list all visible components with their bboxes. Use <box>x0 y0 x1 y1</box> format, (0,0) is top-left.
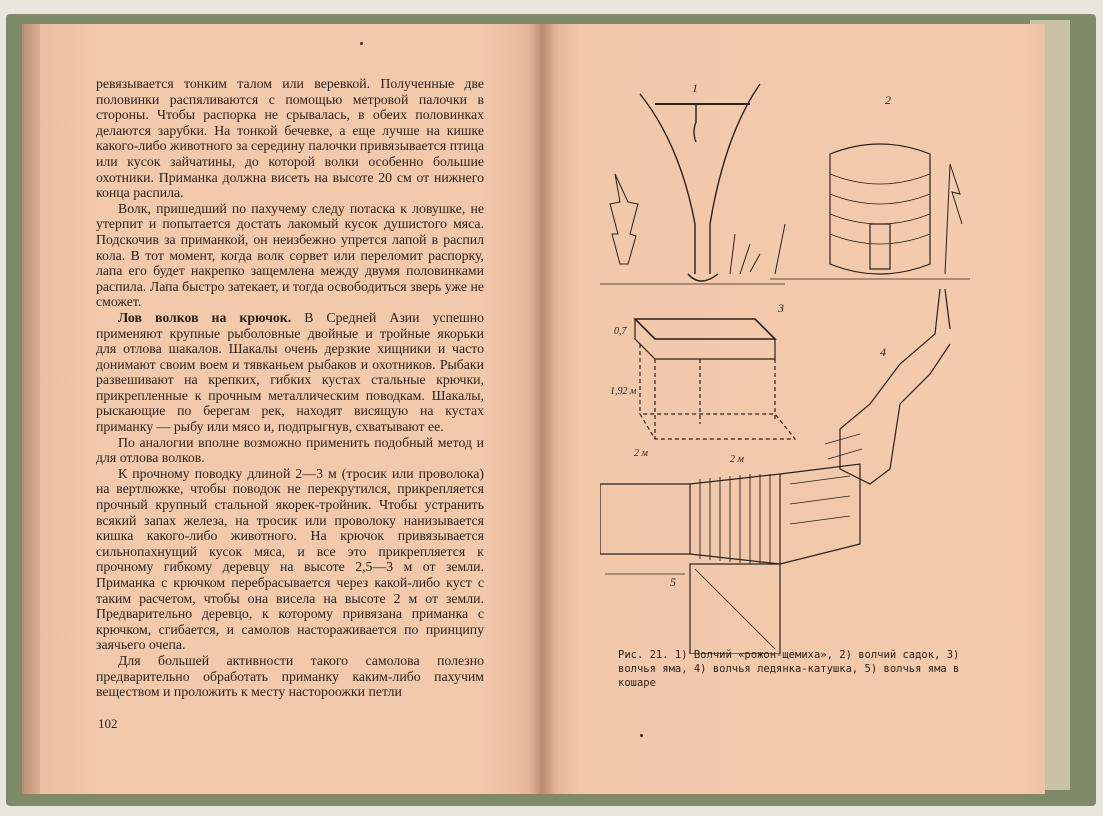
paragraph-text: В Средней Азии успешно применяют крупные рыболовные двойные и тройные якорьки для отлова шакалов. Шакалы очень дерзкие хищники и часто донимают своим воем и тявканьем рыбаков и охотников. Рыбаки развешивают на крепких, гибких кустах стальные крючки, прикрепленные к прочным металлическим поводкам. Шакалы, рыскающие по берегам рек, находят висящую на кустах приманку — рыбу или мясо и, подпрыгнув, схватывают ее. <box>96 309 485 435</box>
paper-speck <box>640 734 643 737</box>
dimension-label: 2 м <box>730 454 744 465</box>
panel-1-rozhon <box>600 84 785 284</box>
panel-label-2: 2 <box>885 93 891 107</box>
panel-label-4: 4 <box>880 345 886 359</box>
paper-speck <box>360 42 363 45</box>
dimension-label: 1,92 м <box>610 386 637 397</box>
paragraph: К прочному поводку длиной 2—3 м (тросик или проволока) на вертлюжке, чтобы поводок не перекрутился, прикрепляется прочный крупный стальной якорек-тройник. Чтобы устранить всякий запах железа, на тросик или проволоку нанизывается кишка какого-либо животного. На крючок привязывается сильнопахнущий кусок мяса, и все это прикрепляется к прочному гибкому деревцу на высоте 2,5—3 м от земли. Приманка с крючком перебрасывается через какой-либо куст с таким расчетом, чтобы она висела на высоте 2 м от земли. Предварительно деревцо, к которому привязана приманка с крючком, сгибается, и самолов настораживается по принципу заячьего очепа. <box>96 465 484 653</box>
panel-5-koshara-pit <box>600 464 860 654</box>
panel-3-wolf-pit <box>635 319 795 439</box>
section-heading: Лов волков на крючок. <box>118 309 292 325</box>
left-page <box>40 24 540 794</box>
paragraph: По аналогии вполне возможно применить подобный метод и для отлова волков. <box>96 434 484 466</box>
page-number: 102 <box>98 716 118 731</box>
paragraph: Для большей активности такого самолова полезно предварительно обработать приманку каким-либо пахучим веществом и проложить к месту настороожки петли <box>96 652 484 700</box>
paragraph: Волк, пришедший по пахучему следу потаска к ловушке, не утерпит и попытается достать лакомый кусок душистого мяса. Подскочив за приманкой, он неизбежно упрется лапой в распил кола. В тот момент, когда волк сорвет или переломит распорку, лапа его будет накрепко защемлена между двумя половинками распила. Лапа быстро затекает, и тогда освободиться зверь уже не сможет. <box>96 200 484 310</box>
figure-caption: Рис. 21. 1) Волчий «рожон-щемиха», 2) волчий садок, 3) волчья яма, 4) волчья ледянка-катушка, 5) волчья яма в кошаре <box>618 649 960 689</box>
panel-label-5: 5 <box>670 575 676 589</box>
left-page-text <box>96 76 484 700</box>
right-page <box>540 24 1045 794</box>
paragraph: ревязывается тонким талом или веревкой. Полученные две половинки распяливаются с помощью метровой палочки в стороны. Чтобы распорка не срывалась, в обеих половинках делаются зарубки. На тонкой бечевке, а еще лучше на кишке какого-либо животного за середину палочки привязывается птица или кусок зайчатины, до которой волки особенно большие охотники. Приманка должна висеть на высоте 20 см от нижнего конца распила. <box>96 76 484 201</box>
panel-label-3: 3 <box>778 301 784 315</box>
panel-label-1: 1 <box>692 81 698 95</box>
paragraph <box>96 310 484 435</box>
book-gutter <box>528 24 556 794</box>
figure-21-illustration <box>600 74 980 654</box>
dimension-label: 0,7 <box>614 326 627 337</box>
panel-2-sadok <box>770 144 970 279</box>
dimension-label: 2 м <box>634 448 648 459</box>
panel-4-ledyanka <box>825 289 950 484</box>
